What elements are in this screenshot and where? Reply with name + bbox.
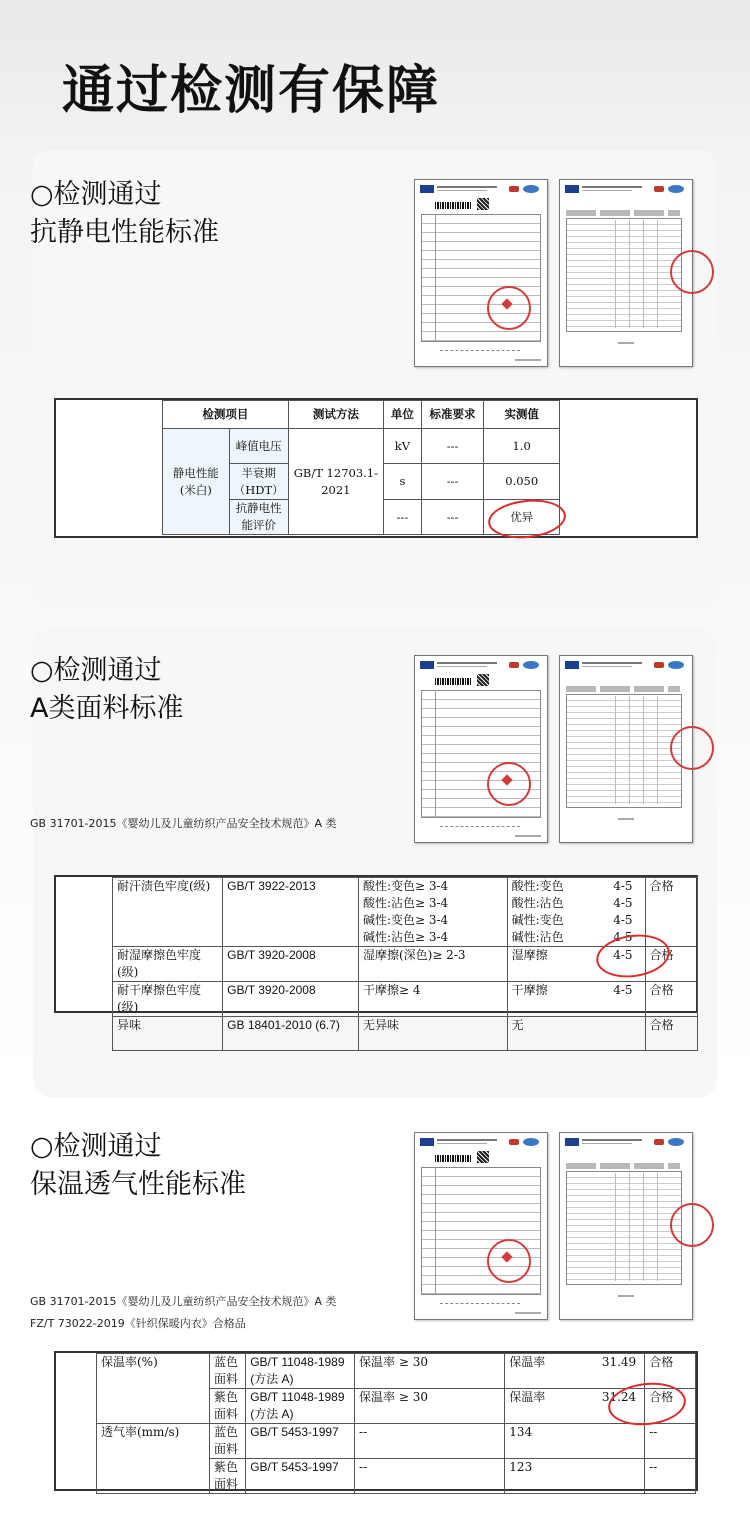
table-cell: 半衰期（HDT） bbox=[229, 464, 288, 500]
table-cell: 紫色面料 bbox=[209, 1459, 245, 1494]
table-cell: 保温率 31.24 bbox=[505, 1389, 645, 1424]
table-cell: 合格 bbox=[645, 878, 697, 947]
section-antistatic-heading bbox=[30, 176, 219, 252]
table-cell: 合格 bbox=[645, 1354, 696, 1389]
table-cell: -- bbox=[355, 1424, 505, 1459]
test-report-page-1 bbox=[414, 655, 548, 843]
heading-standard-name: 抗静电性能标准 bbox=[30, 217, 219, 248]
heading-pass-label: ○检测通过 bbox=[30, 655, 162, 686]
heading-standard-name: A类面料标准 bbox=[30, 693, 184, 724]
test-report-page-1 bbox=[414, 1132, 548, 1320]
table-cell: kV bbox=[384, 429, 422, 464]
table-cell: 保温率 ≥ 30 bbox=[355, 1389, 505, 1424]
table-cell: 湿摩擦(深色)≥ 2-3 bbox=[358, 947, 507, 982]
table-cell: 异味 bbox=[113, 1017, 223, 1051]
table-cell bbox=[97, 1389, 210, 1424]
table-cell: 保温率(%) bbox=[97, 1354, 210, 1389]
col-header-measured: 实测值 bbox=[484, 401, 560, 429]
col-header-requirement: 标准要求 bbox=[421, 401, 484, 429]
table-cell: 1.0 bbox=[484, 429, 560, 464]
table-cell: GB/T 3920-2008 bbox=[223, 982, 359, 1017]
section-a-class-heading bbox=[30, 652, 183, 728]
table-cell: 无 bbox=[507, 1017, 645, 1051]
heading-standard-name: 保温透气性能标准 bbox=[30, 1169, 246, 1200]
table-cell: GB/T 3920-2008 bbox=[223, 947, 359, 982]
standard-note-line: FZ/T 73022-2019《针织保暖内衣》合格品 bbox=[30, 1317, 246, 1330]
page-title: 通过检测有保障 bbox=[62, 61, 441, 121]
table-cell: 蓝色面料 bbox=[209, 1354, 245, 1389]
table-cell: 透气率(mm/s) bbox=[97, 1424, 210, 1459]
test-report-page-2 bbox=[559, 1132, 693, 1320]
table-cell: 酸性:变色≥ 3-4 酸性:沾色≥ 3-4 碱性:变色≥ 3-4 碱性:沾色≥ 3-4 bbox=[358, 878, 507, 947]
report-seal-icon bbox=[487, 1239, 531, 1283]
table-cell: 湿摩擦 4-5 bbox=[507, 947, 645, 982]
table-cell: --- bbox=[421, 464, 484, 500]
a-class-result-table bbox=[54, 875, 698, 1032]
table-cell: s bbox=[384, 464, 422, 500]
table-cell: 酸性:变色 4-5 酸性:沾色 4-5 碱性:变色 4-5 碱性:沾色 4-5 bbox=[507, 878, 645, 947]
col-header-item: 检测项目 bbox=[163, 401, 289, 429]
test-report-page-1 bbox=[414, 179, 548, 367]
table-cell: 123 bbox=[505, 1459, 645, 1494]
report-seal-icon bbox=[487, 762, 531, 806]
table-cell: GB 18401-2010 (6.7) bbox=[223, 1017, 359, 1051]
table-cell: 耐汗渍色牢度(级) bbox=[113, 878, 223, 947]
test-report-page-2 bbox=[559, 655, 693, 843]
table-cell: 干摩擦≥ 4 bbox=[358, 982, 507, 1017]
table-cell: 0.050 bbox=[484, 464, 560, 500]
table-cell: GB/T 11048-1989 (方法 A) bbox=[246, 1354, 355, 1389]
table-cell: 抗静电性能评价 bbox=[229, 500, 288, 535]
standard-note: GB 31701-2015《婴幼儿及儿童纺织产品安全技术规范》A 类 bbox=[30, 817, 337, 830]
test-report-page-2 bbox=[559, 179, 693, 367]
table-cell: 紫色面料 bbox=[209, 1389, 245, 1424]
table-cell: 合格 bbox=[645, 982, 697, 1017]
table-cell: GB/T 5453-1997 bbox=[246, 1459, 355, 1494]
method-cell: GB/T 12703.1-2021 bbox=[288, 429, 383, 535]
report-seal-icon bbox=[670, 250, 714, 294]
table-cell: GB/T 11048-1989 (方法 A) bbox=[246, 1389, 355, 1424]
table-cell: --- bbox=[421, 429, 484, 464]
table-cell: 合格 bbox=[645, 1389, 696, 1424]
table-cell: -- bbox=[355, 1459, 505, 1494]
report-seal-icon bbox=[670, 726, 714, 770]
table-cell: GB/T 3922-2013 bbox=[223, 878, 359, 947]
table-cell: --- bbox=[384, 500, 422, 535]
heading-pass-label: ○检测通过 bbox=[30, 1131, 162, 1162]
table-cell: --- bbox=[421, 500, 484, 535]
report-seal-icon bbox=[487, 286, 531, 330]
table-cell: 优异 bbox=[484, 500, 560, 535]
col-header-method: 测试方法 bbox=[288, 401, 383, 429]
table-cell bbox=[97, 1459, 210, 1494]
report-seal-icon bbox=[670, 1203, 714, 1247]
table-cell: 保温率 ≥ 30 bbox=[355, 1354, 505, 1389]
table-cell: 保温率 31.49 bbox=[505, 1354, 645, 1389]
standard-note bbox=[30, 1291, 337, 1335]
table-cell: -- bbox=[645, 1459, 696, 1494]
table-cell: 耐干摩擦色牢度(级) bbox=[113, 982, 223, 1017]
standard-note-line: GB 31701-2015《婴幼儿及儿童纺织产品安全技术规范》A 类 bbox=[30, 1295, 337, 1308]
table-cell: 蓝色面料 bbox=[209, 1424, 245, 1459]
table-cell: 134 bbox=[505, 1424, 645, 1459]
antistatic-result-table bbox=[54, 398, 698, 538]
table-cell: 干摩擦 4-5 bbox=[507, 982, 645, 1017]
group-label: 静电性能(米白) bbox=[163, 429, 230, 535]
section-thermal-heading bbox=[30, 1128, 246, 1204]
table-cell: 合格 bbox=[645, 947, 697, 982]
col-header-unit: 单位 bbox=[384, 401, 422, 429]
table-cell: 无异味 bbox=[358, 1017, 507, 1051]
table-cell: 耐湿摩擦色牢度(级) bbox=[113, 947, 223, 982]
thermal-result-table bbox=[54, 1351, 698, 1491]
table-cell: -- bbox=[645, 1424, 696, 1459]
heading-pass-label: ○检测通过 bbox=[30, 179, 162, 210]
table-cell: 合格 bbox=[645, 1017, 697, 1051]
table-cell: GB/T 5453-1997 bbox=[246, 1424, 355, 1459]
table-cell: 峰值电压 bbox=[229, 429, 288, 464]
